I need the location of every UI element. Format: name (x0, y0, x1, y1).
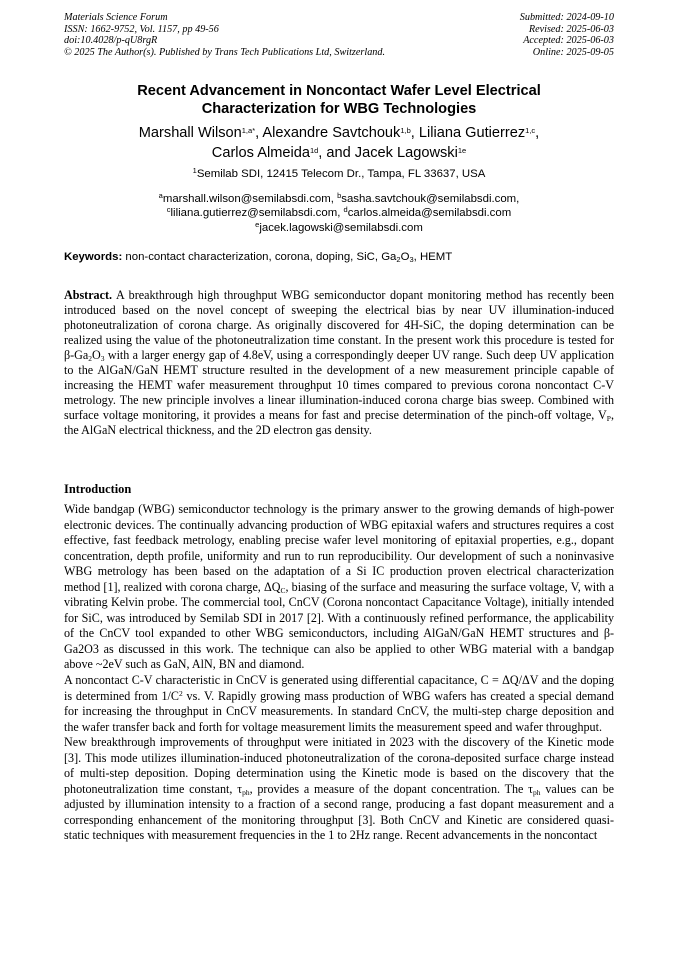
doi[interactable]: doi:10.4028/p-qU8rgR (64, 35, 158, 47)
email-marker-c: c (166, 205, 171, 215)
abstract-text-2: with a larger energy gap of 4.8eV, using a correspondingly deeper UV range. Such deep UV application to the AlGaN/GaN HEMT structure resulted in the development of a new measurement principle capable of increasing the HEMT wafer measurement throughput 10 times compared to previous corona noncontact C-V metrology. The new principle involves a linear illumination-induced corona charge bias sweep. Combined with surface voltage monitoring, it provides a means for fast and precise determination of the pinch-off voltage, V (64, 348, 614, 422)
author-almeida-affil: 1d (309, 145, 319, 155)
title-line-2: Characterization for WBG Technologies (201, 101, 477, 117)
abstract-sub: P (606, 414, 611, 423)
submitted-date: Submitted: 2024-09-10 (519, 12, 614, 23)
email-line-3 (64, 221, 614, 235)
copyright: © 2025 The Author(s). Published by Trans Tech Publications Ltd, Switzerland. (64, 46, 386, 58)
section-heading-introduction: Introduction (64, 482, 132, 496)
affiliation (64, 168, 614, 180)
email-wilson[interactable]: marshall.wilson@semilabsdi.com, (162, 193, 338, 205)
author-gutierrez: , Liliana Gutierrez (410, 125, 526, 141)
email-line-1 (64, 192, 614, 206)
keywords (64, 251, 614, 263)
email-marker-b: b (337, 191, 342, 200)
dates-header (520, 12, 614, 58)
email-gutierrez[interactable]: liliana.gutierrez@semilabsdi.com, (170, 207, 344, 220)
author-list (64, 124, 614, 163)
author-lagowski-affil: 1e (457, 145, 467, 155)
keywords-label: Keywords: (64, 251, 123, 263)
issn: ISSN: 1662-9752, Vol. 1157, pp 49-56 (64, 23, 219, 35)
abstract-label: Abstract. (64, 288, 113, 302)
paragraph-3-text-a: New breakthrough improvements of throughput were initiated in 2023 with the discovery of the Kinetic mode [3]. This mode utilizes illumination-induced photoneutralization of the corona-deposited surface charge instead of multi-step deposition. Doping determination using the Kinetic mode is based on the discovery that the photoneutralization time constant, τ (64, 735, 614, 796)
author-almeida: Carlos Almeida (211, 144, 310, 161)
keywords-text-o: O (400, 251, 410, 263)
paragraph-1-text-a: Wide bandgap (WBG) semiconductor technology is the primary answer to the growing demands of high-power electronic devices. The continually advancing production of WBG epitaxial wafers and structures requires a cost effective, fast feedback metrology, enabling precise wafer level monitoring of epitaxial properties, e.g., dopant concentration, depth profile, uniformity and run to run reproducibility. Our development of such a noninvasive WBG metrology has been based on the adaptation of a Si IC production proven electrical characterization method [1], realized with corona charge, ΔQ (64, 502, 614, 594)
email-list (64, 192, 614, 235)
paper-title (64, 82, 614, 118)
abstract-text-o: O (92, 348, 101, 362)
author-lagowski: , and Jacek Lagowski (318, 144, 458, 161)
paragraph-1-sub: C (280, 585, 286, 595)
paragraph-2-text-b: vs. V. Rapidly growing mass production of WBG wafers has created a special demand for increasing the throughput in CnCV measurements. In standard CnCV, the multi-step charge deposition and the wafer transfer back and forth for voltage measurement limits the measurement speed and wafer throughput. (64, 688, 614, 734)
introduction-body (64, 502, 614, 844)
author-gutierrez-affil: 1,c (525, 126, 536, 135)
email-line-2 (64, 206, 614, 220)
abstract-text-3: , the AlGaN electrical thickness, and the 2D electron gas density. (64, 408, 614, 437)
email-marker-d: d (343, 205, 348, 215)
journal-name: Materials Science Forum (64, 12, 168, 23)
author-separator: , (535, 125, 540, 141)
paragraph-3-text-b: , provides a measure of the dopant concentration. The τ (249, 781, 534, 796)
paragraph-1 (64, 502, 614, 673)
revised-date: Revised: 2025-06-03 (528, 23, 614, 35)
author-line-1 (64, 124, 614, 144)
author-savtchouk: , Alexandre Savtchouk (255, 125, 401, 141)
email-savtchouk[interactable]: sasha.savtchouk@semilabsdi.com, (341, 193, 520, 205)
affiliation-marker: 1 (192, 166, 197, 175)
paragraph-2-text-a: A noncontact C-V characteristic in CnCV is generated using differential capacitance, C = ΔQ/ΔV and the doping is determined from 1/C (64, 673, 614, 703)
abstract-text-1: A breakthrough high throughput WBG semiconductor dopant monitoring method has recently been introduced based on the novel concept of sweeping the electrical bias by near UV illumination-induced photoneutralization of corona charge. As originally discovered for 4H-SiC, the doping determination can be realized using the value of the photoneutralization time constant. In the present work this procedure is tested for β-Ga (64, 288, 614, 362)
keywords-text: non-contact characterization, corona, doping, SiC, Ga (122, 251, 397, 263)
keywords-sub: 2 (396, 255, 401, 264)
paragraph-3-text-c: values can be adjusted by illumination intensity to a fraction of a second range, producing a fast dopant measurement and a corresponding enhancement of the monitoring throughput [3]. Both CnCV and Kinetic are considered quasi-static techniques with measurement frequencies in the 1 to 2Hz range. Recent advancements in the noncontact (64, 781, 614, 843)
email-marker-a: a (158, 191, 163, 200)
keywords-sub: 3 (409, 255, 414, 264)
paragraph-3 (64, 735, 614, 844)
accepted-date: Accepted: 2025-06-03 (523, 35, 614, 47)
keywords-text-end: , HEMT (413, 251, 453, 263)
author-wilson-affil: 1,a* (241, 126, 256, 135)
paragraph-2-sup: 2 (178, 688, 183, 698)
affiliation-text: Semilab SDI, 12415 Telecom Dr., Tampa, FL 33637, USA (196, 168, 486, 180)
email-lagowski[interactable]: jacek.lagowski@semilabsdi.com (259, 221, 423, 234)
abstract (64, 288, 614, 438)
email-almeida[interactable]: carlos.almeida@semilabsdi.com (347, 207, 512, 220)
email-marker-e: e (255, 219, 260, 229)
title-line-1: Recent Advancement in Noncontact Wafer Level Electrical (137, 83, 541, 99)
abstract-sub: 2 (88, 354, 93, 363)
author-savtchouk-affil: 1,b (400, 126, 411, 135)
author-wilson: Marshall Wilson (138, 125, 242, 141)
paragraph-1-text-b: , biasing of the surface and measuring the surface voltage, V, with a vibrating Kelvin probe. The commercial tool, CnCV (Corona noncontact Capacitance Voltage), initially intended for SiC, was introduced by Semilab SDI in 2017 [2]. With a continuously refined performance, the applicability of the CnCV tool expanded to other WBG semiconductors, including AlGaN/GaN HEMT structures and β-Ga2O3 as discussed in this work. The technique can also be applied to other WBG material with a bandgap above ~2eV such as GaN, AlN, BN and diamond. (64, 579, 614, 672)
author-line-2 (64, 144, 614, 164)
paragraph-2 (64, 673, 614, 735)
abstract-sub: 3 (100, 354, 105, 363)
online-date: Online: 2025-09-05 (532, 46, 614, 58)
paragraph-3-sub: ph (242, 787, 250, 797)
journal-header (64, 12, 385, 58)
paragraph-3-sub: ph (533, 787, 541, 797)
